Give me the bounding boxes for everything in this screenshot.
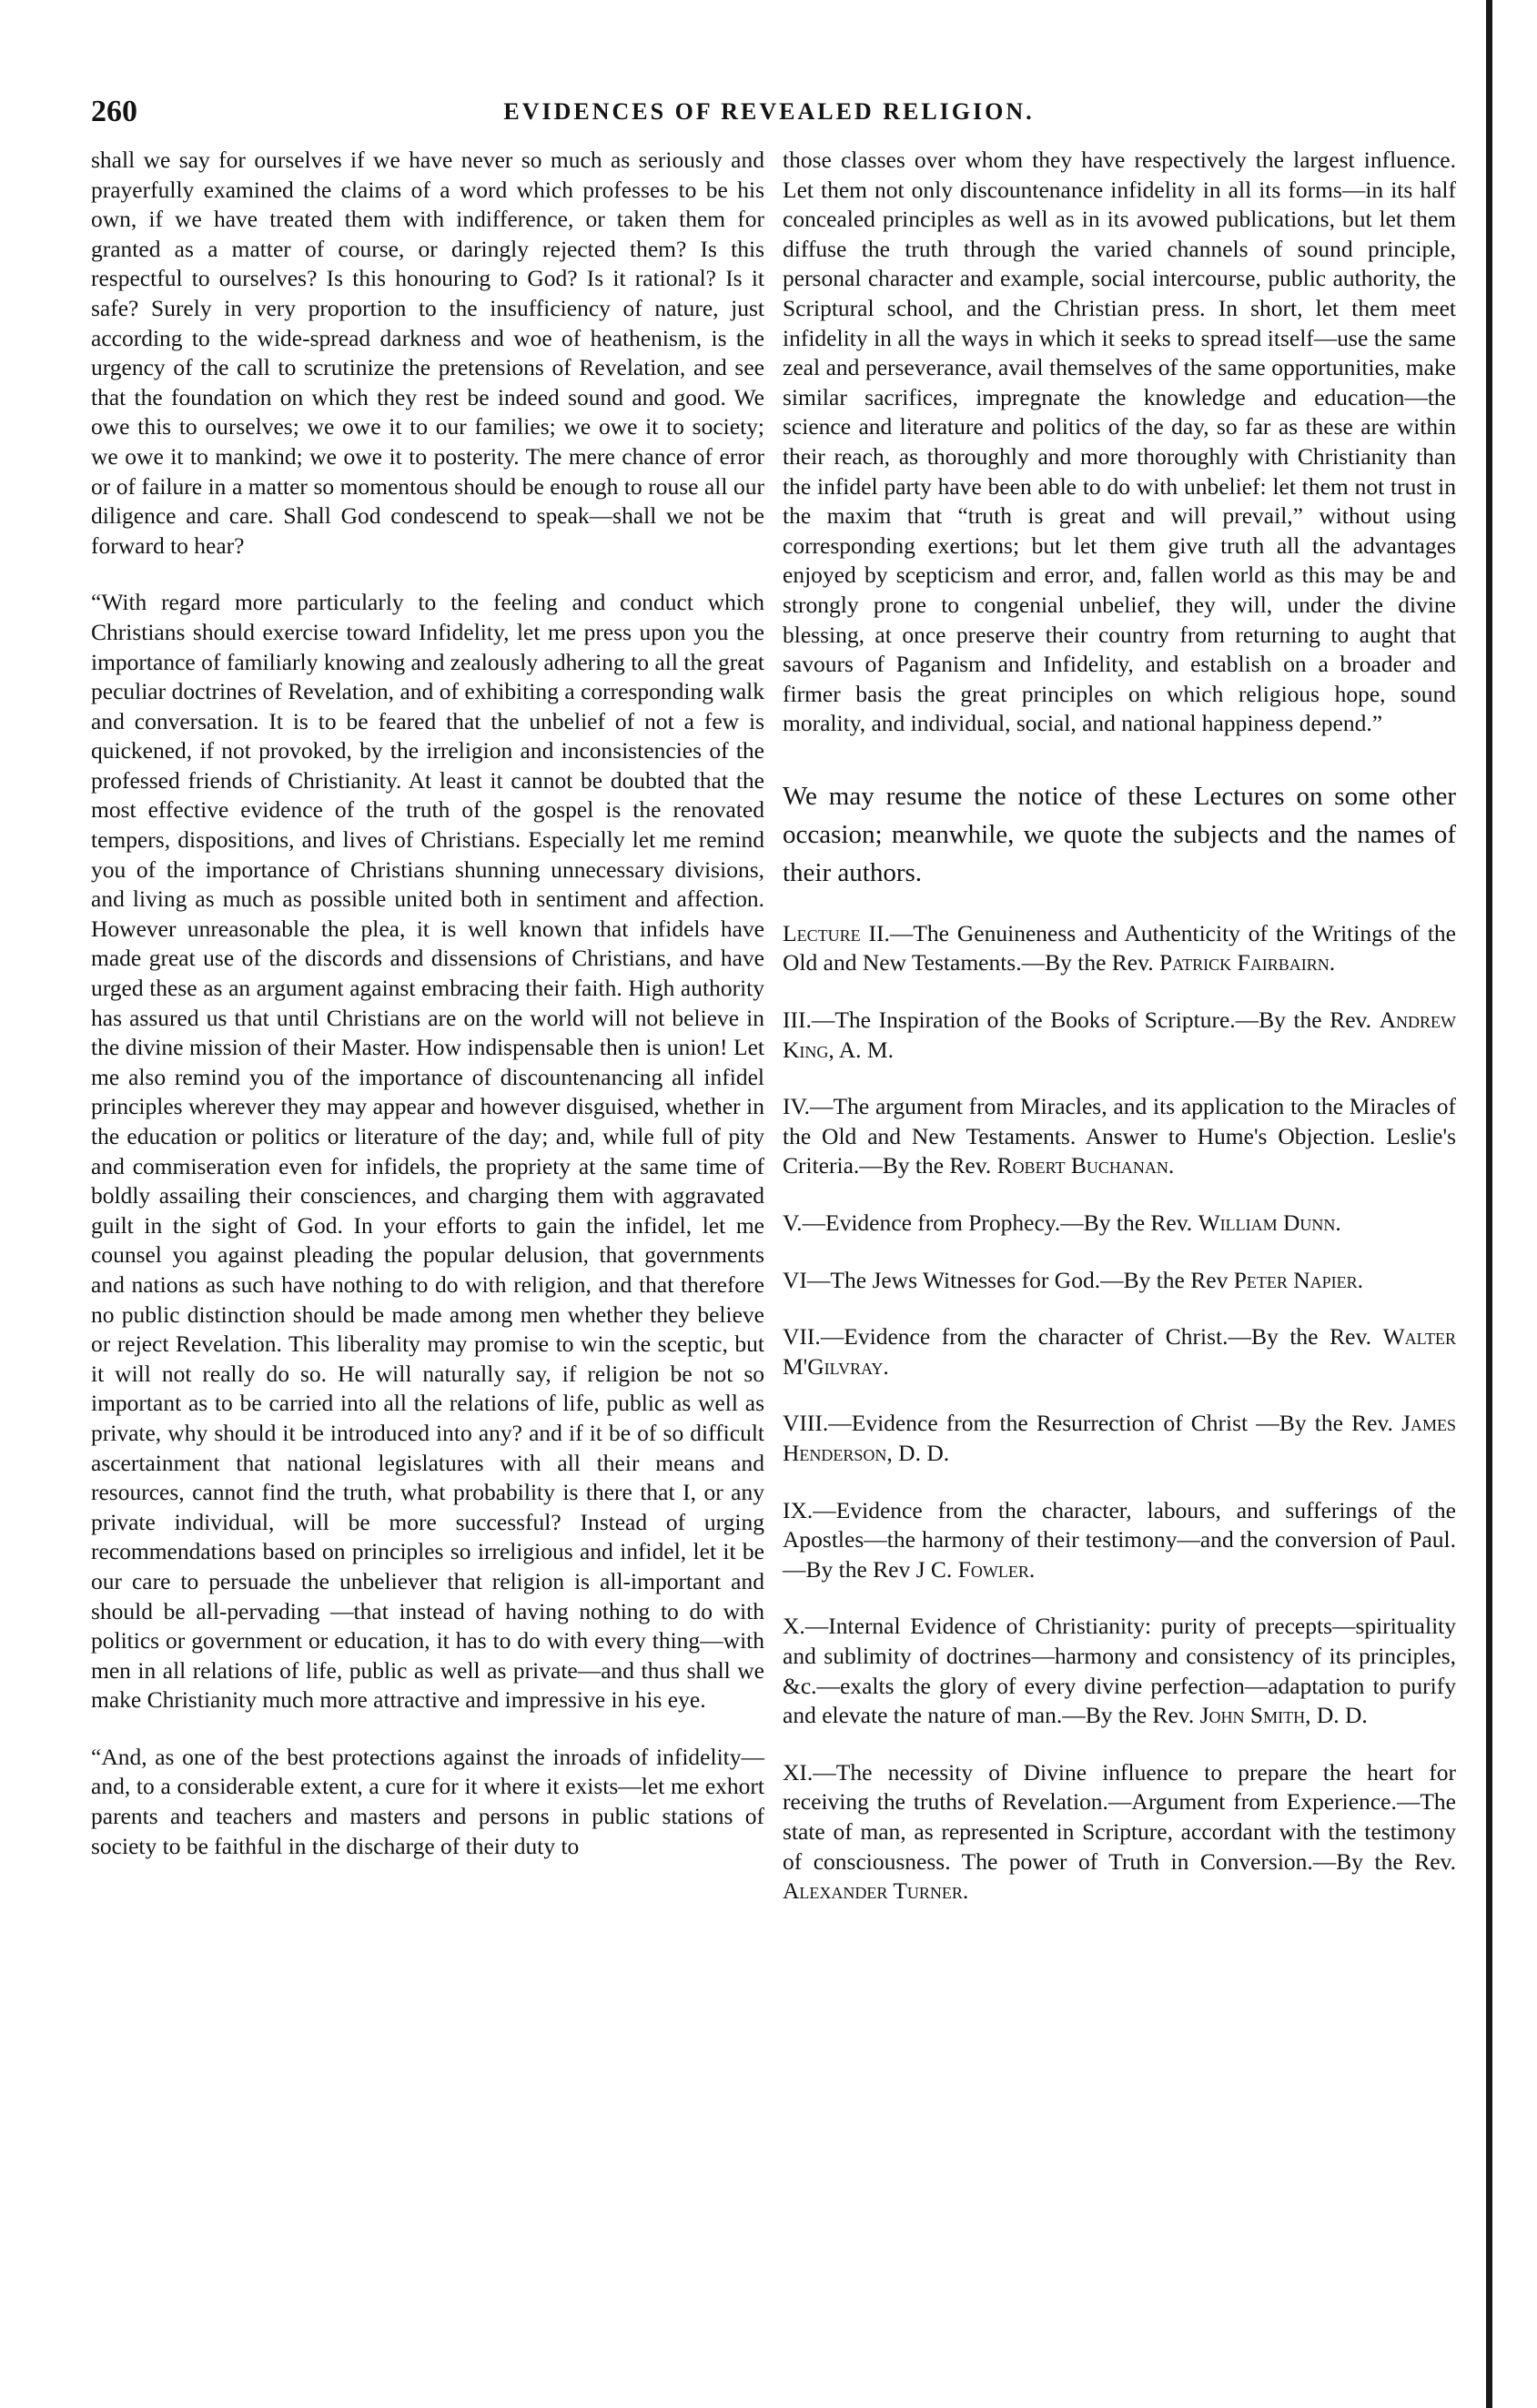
lecture-number: IX. <box>783 1496 814 1523</box>
lecture-subject: —The Genuineness and Authenticity of the Writings of the Old and New Testaments.—By the Rev. <box>783 919 1456 976</box>
running-title: EVIDENCES OF REVEALED RELIGION. <box>503 98 1035 125</box>
lecture-author: Peter Napier. <box>1233 1266 1364 1293</box>
lecture-number: III. <box>783 1007 812 1034</box>
lecture-author: James Henderson, D. D. <box>783 1410 1456 1466</box>
editorial-note: We may resume the notice of these Lectures on some other occasion; meanwhile, we quote the subjects and the names of their authors. <box>783 781 1456 887</box>
lecture-number: XI. <box>783 1758 814 1786</box>
lecture-entry <box>783 1322 1456 1381</box>
left-column <box>91 146 764 1861</box>
lecture-number: X. <box>783 1613 805 1640</box>
lecture-author: William Dunn. <box>1198 1209 1341 1237</box>
lecture-list <box>783 919 1456 1907</box>
lecture-number: VI <box>783 1266 807 1293</box>
lecture-subject: —Evidence from the character, labours, and sufferings of the Apostles—the harmony of their testimony—and the conversion of Paul.—By the Rev J C. <box>783 1496 1456 1583</box>
lecture-number: VII. <box>783 1323 821 1351</box>
lecture-entry <box>783 1092 1456 1181</box>
lecture-author: Alexander Turner. <box>783 1877 969 1905</box>
lecture-entry <box>783 1209 1456 1239</box>
lecture-subject: —Evidence from the character of Christ.—By the Rev. <box>820 1323 1383 1351</box>
lecture-entry <box>783 1612 1456 1730</box>
page-header <box>91 95 1447 135</box>
lecture-author: John Smith, D. D. <box>1199 1702 1368 1729</box>
lecture-subject: —The Inspiration of the Books of Scripture.—By the Rev. <box>811 1007 1380 1034</box>
lecture-entry <box>783 1496 1456 1585</box>
lecture-author: Andrew King, A. M. <box>783 1007 1456 1063</box>
lecture-author: Walter M'Gilvray. <box>783 1323 1456 1380</box>
lecture-entry <box>783 1006 1456 1065</box>
lecture-subject: —The argument from Miracles, and its application to the Miracles of the Old and New Testaments. Answer to Hume's Objection. Leslie's Criteria.—By the Rev. <box>783 1093 1456 1179</box>
lecture-author: Fowler. <box>957 1555 1036 1583</box>
lecture-number: IV. <box>783 1093 810 1120</box>
lecture-entry <box>783 1409 1456 1468</box>
lecture-author: Robert Buchanan. <box>996 1152 1175 1179</box>
lecture-number: Lecture II. <box>783 919 890 946</box>
lecture-subject: —Evidence from the Resurrection of Christ —By the Rev. <box>828 1410 1402 1437</box>
lecture-subject: —Evidence from Prophecy.—By the Rev. <box>802 1209 1198 1237</box>
right-column <box>783 146 1456 1907</box>
paragraph: those classes over whom they have respectively the largest influence. Let them not only discountenance infidelity in all its forms—in its half concealed principles as well as in its avowed publications, but let them diffuse the truth through the varied channels of sound principle, personal character and example, social intercourse, public authority, the Scriptural school, and the Christian press. In short, let them meet infidelity in all the ways in which it seeks to spread itself—use the same zeal and perseverance, avail themselves of the same opportunities, make similar sacrifices, impregnate the knowledge and education—the science and literature and politics of the day, so far as these are within their reach, as thoroughly and more thoroughly with Christianity than the infidel party have been able to do with unbelief: let them not trust in the maxim that “truth is great and will prevail,” without using corresponding exertions; but let them give truth all the advantages enjoyed by scepticism and error, and, fallen world as this may be and strongly prone to congenial unbelief, they will, under the divine blessing, at once preserve their country from returning to aught that savours of Paganism and Infidelity, and establish on a broader and firmer basis the great principles on which religious hope, sound morality, and individual, social, and national happiness depend.” <box>783 147 1456 737</box>
lecture-entry <box>783 919 1456 978</box>
lecture-subject: —The Jews Witnesses for God.—By the Rev <box>806 1266 1234 1293</box>
lecture-subject: —The necessity of Divine influence to prepare the heart for receiving the truths of Revelation.—Argument from Experience.—The state of man, as represented in Scripture, accordant with the testimony of consciousness. The power of Truth in Conversion.—By the Rev. <box>783 1758 1456 1875</box>
paragraph: shall we say for ourselves if we have never so much as seriously and prayerfully examined the claims of a word which professes to be his own, if we have treated them with indifference, or taken them for granted as a matter of course, or daringly rejected them? Is this respectful to ourselves? Is this honouring to God? Is it rational? Is it safe? Surely in very proportion to the insufficiency of nature, just according to the wide-spread darkness and woe of heathenism, is the urgency of the call to scrutinize the pretensions of Revelation, and see that the foundation on which they rest be indeed sound and good. We owe this to ourselves; we owe it to our families; we owe it to society; we owe it to mankind; we owe it to posterity. The mere chance of error or of failure in a matter so momentous should be enough to rouse all our diligence and care. Shall God condescend to speak—shall we not be forward to hear? <box>91 147 764 559</box>
lecture-subject: —Internal Evidence of Christianity: purity of precepts—spirituality and sublimity of doctrines—harmony and consistency of its principles, &c.—exalts the glory of every divine perfection—adaptation to purify and elevate the nature of man.—By the Rev. <box>783 1613 1456 1729</box>
lecture-entry <box>783 1758 1456 1907</box>
paragraph: “And, as one of the best protections against the inroads of infidelity—and, to a considerable extent, a cure for it where it exists—let me exhort parents and teachers and masters and persons in public stations of society to be faithful in the discharge of their duty to <box>91 1743 764 1859</box>
paragraph: “With regard more particularly to the feeling and conduct which Christians should exercise toward Infidelity, let me press upon you the importance of familiarly knowing and zealously adhering to all the great peculiar doctrines of Revelation, and of exhibiting a corresponding walk and conversation. It is to be feared that the unbelief of not a few is quickened, if not provoked, by the irreligion and inconsistencies of the professed friends of Christianity. At least it cannot be doubted that the most effective evidence of the truth of the gospel is the renovated tempers, dispositions, and lives of Christians. Especially let me remind you of the importance of Christians shunning unnecessary divisions, and living as much as possible united both in sentiment and affection. However unreasonable the plea, it is well known that infidels have made great use of the discords and dissensions of Christians, and have urged these as an argument against embracing their faith. High authority has assured us that until Christians are on the world will not believe in the divine mission of their Master. How indispensable then is union! Let me also remind you of the importance of discountenancing all infidel principles wherever they may appear and however disguised, whether in the education or politics or literature of the day; and, while full of pity and commiseration even for infidels, the propriety at the same time of boldly assailing their consciences, and charging them with aggravated guilt in the sight of God. In your efforts to gain the infidel, let me counsel you against pleading the popular delusion, that governments and nations as such have nothing to do with religion, and that therefore no public distinction should be made among men whether they believe or reject Revelation. This liberality may promise to win the sceptic, but it will not really do so. He will naturally say, if religion be not so important as to be carried into all the relations of life, public as well as private, why should it be introduced into any? and if it be of so difficult ascertainment that national legislatures with all their means and resources, cannot find the truth, what probability is there that I, or any private individual, will be more successful? Instead of urging recommendations based on principles so irreligious and infidel, let it be our care to persuade the unbeliever that religion is all-important and should be all-pervading —that instead of having nothing to do with politics or government or education, it has to do with every thing—with men in all relations of life, public as well as private—and thus shall we make Christianity much more attractive and impressive in his eye. <box>91 589 764 1714</box>
lecture-author: Patrick Fairbairn. <box>1158 949 1336 976</box>
page-edge-rule <box>1486 0 1492 2408</box>
lecture-number: V. <box>783 1209 803 1237</box>
lecture-number: VIII. <box>783 1410 829 1437</box>
lecture-entry <box>783 1266 1456 1296</box>
page-number: 260 <box>91 95 137 128</box>
